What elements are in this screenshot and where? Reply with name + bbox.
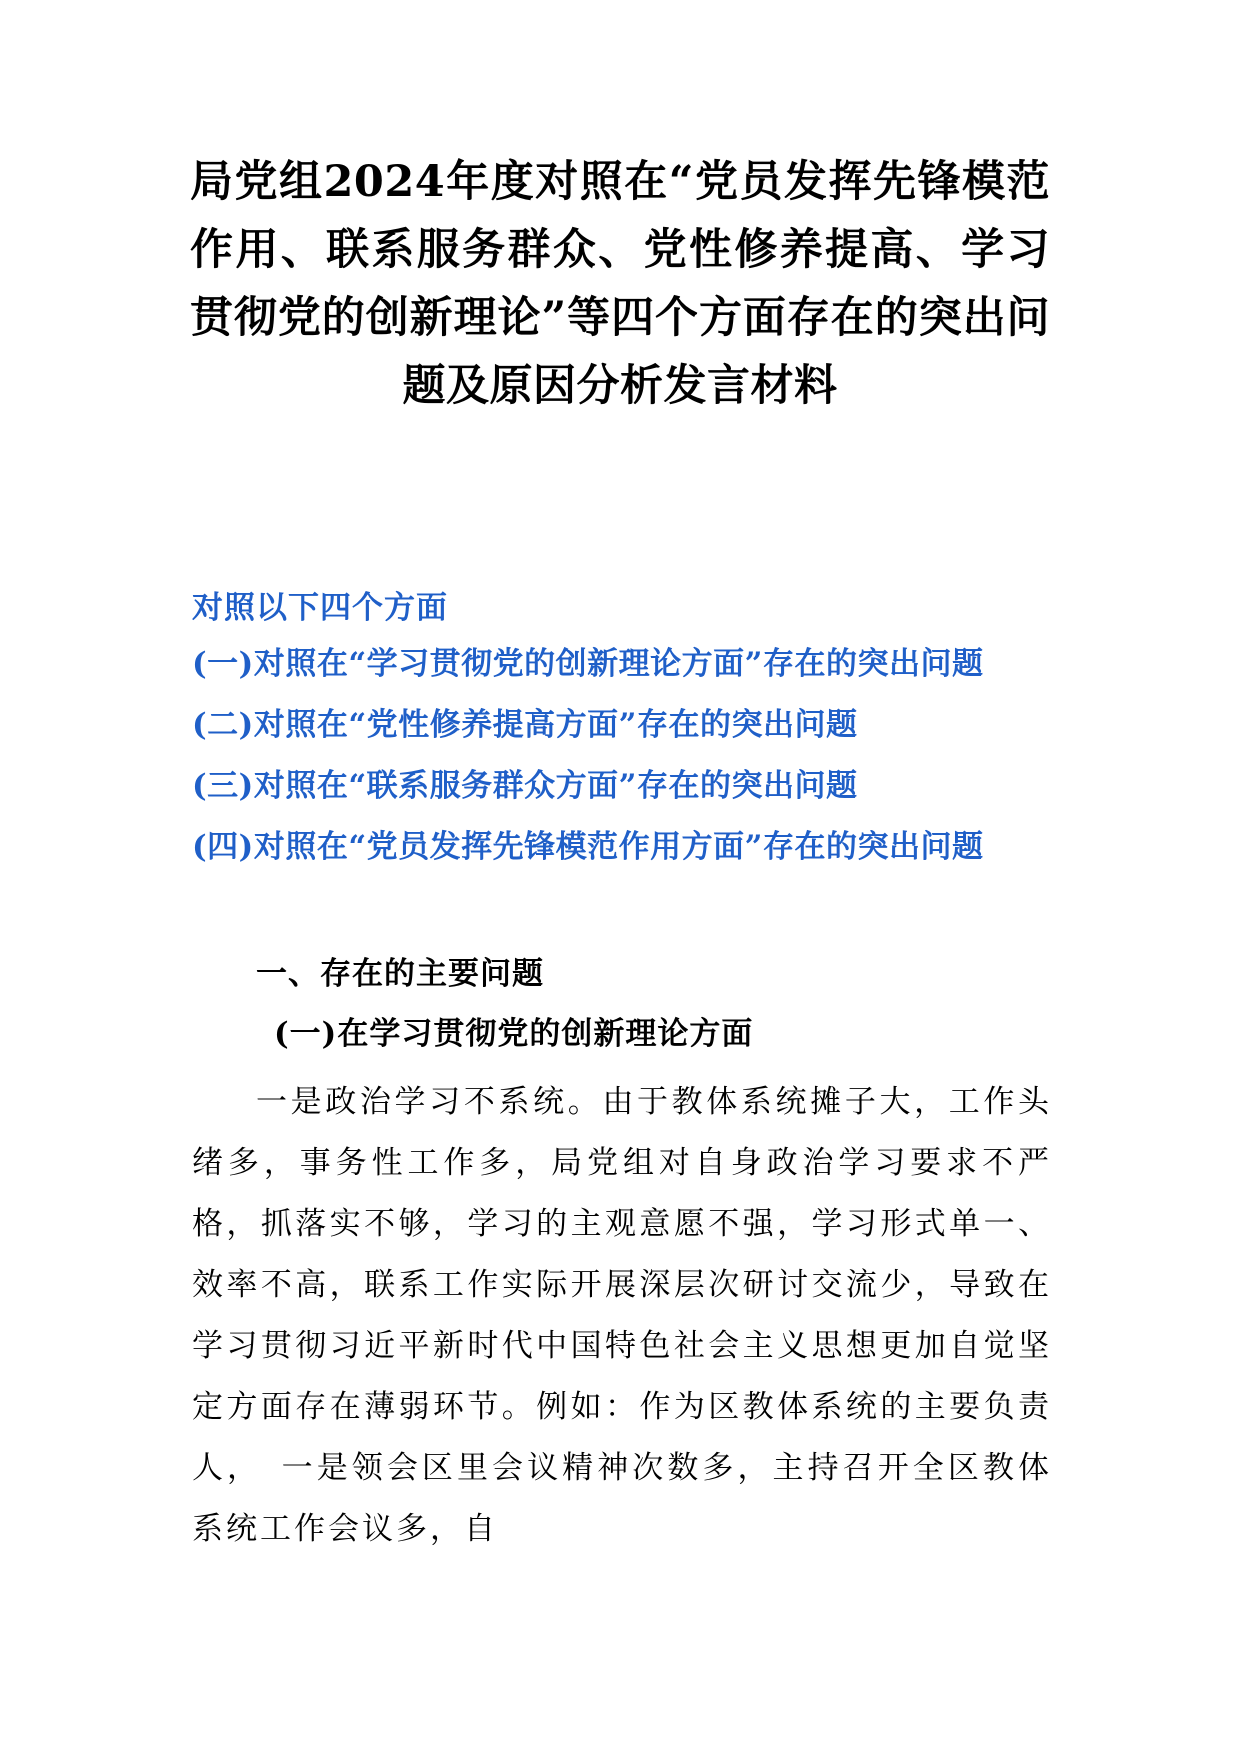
outline-list — [192, 634, 1072, 878]
outline-heading: 对照以下四个方面 — [192, 590, 448, 626]
document-title: 局党组2024年度对照在“党员发挥先锋模范作用、联系服务群众、党性修养提高、学习贯彻党的创新理论”等四个方面存在的突出问题及原因分析发言材料 — [190, 157, 1050, 411]
section-main-problems — [192, 946, 1052, 1560]
outline-item-4: (四)对照在“党员发挥先锋模范作用方面”存在的突出问题 — [192, 829, 984, 865]
outline-item-1: (一)对照在“学习贯彻党的创新理论方面”存在的突出问题 — [192, 646, 984, 682]
aspects-outline — [192, 582, 1072, 878]
section-heading: 一、存在的主要问题 — [256, 956, 544, 992]
outline-item-3: (三)对照在“联系服务群众方面”存在的突出问题 — [192, 768, 858, 804]
body-paragraph: 一是政治学习不系统。由于教体系统摊子大，工作头绪多，事务性工作多，局党组对自身政治学习要求不严格，抓落实不够，学习的主观意愿不强，学习形式单一、效率不高，联系工作实际开展深层次研讨交流少，导致在学习贯彻习近平新时代中国特色社会主义思想更加自觉坚定方面存在薄弱环节。例如：作为区教体系统的主要负责人， 一是领会区里会议精神次数多，主持召开全区教体系统工作会议多，自 — [192, 1084, 1052, 1547]
subsection-heading: (一)在学习贯彻党的创新理论方面 — [274, 1016, 754, 1052]
outline-item-2: (二)对照在“党性修养提高方面”存在的突出问题 — [192, 707, 858, 743]
